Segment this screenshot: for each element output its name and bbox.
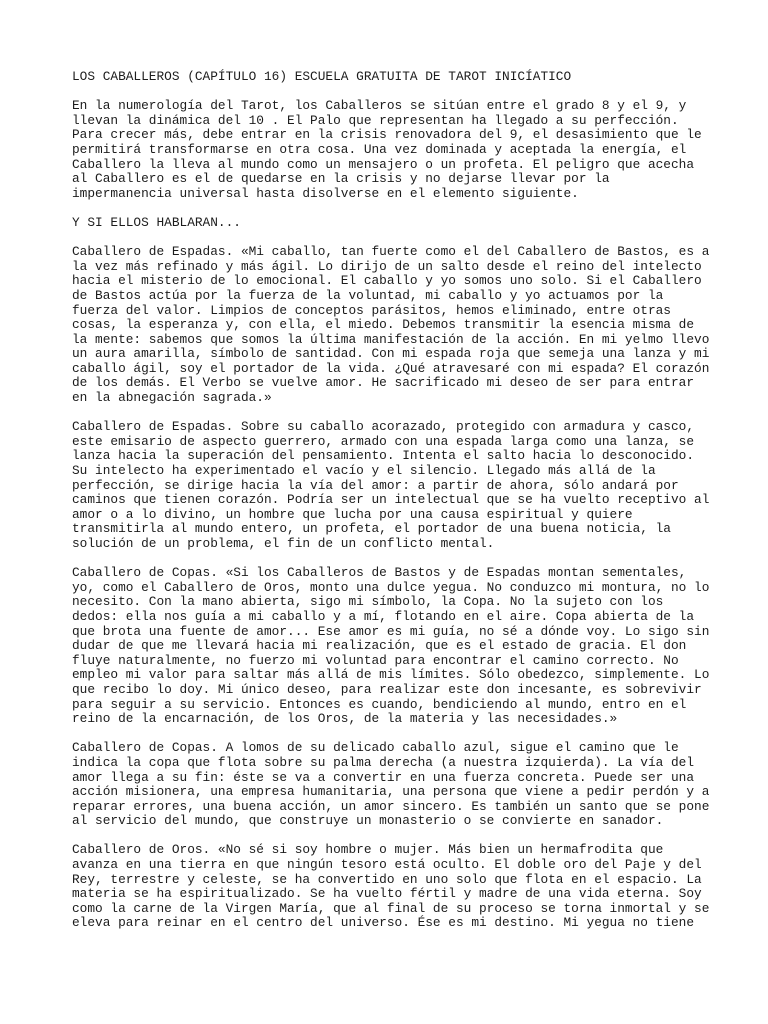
text-line: la vez más refinado y más ágil. Lo dirijo de un salto desde el reino del intelecto [72, 258, 702, 274]
text-line: en la abnegación sagrada.» [72, 390, 272, 406]
text-line: hacia el misterio de lo emocional. El caballo y yo somos uno solo. Si el Caballero [72, 273, 702, 289]
paragraph [72, 420, 712, 551]
text-line: fuerza del valor. Limpios de conceptos parásitos, hemos eliminado, entre otras [72, 302, 671, 318]
text-line: de Bastos actúa por la fuerza de la voluntad, mi caballo y yo actuamos por la [72, 287, 664, 303]
text-line: para seguir a su servicio. Entonces es cuando, bendiciendo al mundo, entro en el [72, 696, 687, 712]
text-line: como la carne de la Virgen María, que al final de su proceso se torna inmortal y se [72, 900, 710, 916]
document-page [72, 70, 712, 946]
text-line: permitirá transformarse en otra cosa. Una vez dominada y aceptada la energía, el [72, 141, 687, 157]
text-line: este emisario de aspecto guerrero, armado con una espada larga como una lanza, se [72, 433, 695, 449]
text-line: reino de la encarnación, de los Oros, de la materia y las necesidades.» [72, 711, 618, 727]
text-line: Para crecer más, debe entrar en la crisis renovadora del 9, el desasimiento que le [72, 127, 702, 143]
text-line: Caballero de Copas. «Si los Caballeros de Bastos y de Espadas montan sementales, [72, 565, 687, 581]
text-line: amor o a lo divino, un hombre que lucha por una causa espiritual y quiere [72, 506, 633, 522]
text-line: Caballero de Espadas. «Mi caballo, tan fuerte como el del Caballero de Bastos, es a [72, 244, 710, 260]
text-line: reparar errores, una buena acción, un amor sincero. Es también un santo que se pone [72, 798, 710, 814]
text-line: dedos: ella nos guía a mi caballo y a mí, flotando en el aire. Copa abierta de la [72, 608, 695, 624]
text-line: eleva para reinar en el centro del universo. Ése es mi destino. Mi yegua no tiene [72, 915, 695, 931]
document-title: LOS CABALLEROS (CAPÍTULO 16) ESCUELA GRATUITA DE TAROT INICÍATICO [72, 69, 572, 84]
text-line: lanza hacia la superación del pensamiento. Intenta el salto hacia lo desconocido. [72, 448, 695, 464]
text-line: materia se ha espiritualizado. Se ha vuelto fértil y madre de una vida eterna. Soy [72, 886, 702, 902]
paragraph [72, 245, 712, 406]
text-line: acción misionera, una empresa humanitaria, una persona que viene a pedir perdón y a [72, 784, 710, 800]
text-line: solución de un problema, el fin de un conflicto mental. [72, 536, 495, 551]
text-line: caminos que tienen corazón. Podría ser un intelectual que se ha vuelto receptivo al [72, 492, 710, 508]
text-line: al Caballero es el de quedarse en la crisis y no dejarse llevar por la [72, 171, 610, 187]
document-body [72, 99, 712, 931]
text-line: Caballero la lleva al mundo como un mensajero o un profeta. El peligro que acecha [72, 156, 695, 172]
text-line: fluye naturalmente, no fuerzo mi voluntad para encontrar el camino correcto. No [72, 652, 679, 668]
paragraph [72, 843, 712, 931]
text-line: amor llega a su fin: éste se va a convertir en una fuerza concreta. Puede ser una [72, 769, 695, 785]
text-line: la mente: sabemos que somos la última manifestación de la acción. En mi yelmo llevo [72, 331, 710, 347]
text-line: yo, como el Caballero de Oros, monto una dulce yegua. No conduzco mi montura, no lo [72, 579, 710, 595]
text-line: Rey, terrestre y celeste, se ha convertido en uno solo que flota en el espacio. La [72, 871, 702, 887]
paragraph [72, 99, 712, 201]
text-line: Su intelecto ha experimentado el vacío y el silencio. Llegado más allá de la [72, 463, 656, 479]
text-line: al servicio del mundo, que construye un monasterio o se convierte en sanador. [72, 813, 664, 829]
text-line: cosas, la esperanza y, con ella, el miedo. Debemos transmitir la esencia misma de [72, 317, 695, 333]
paragraph [72, 216, 712, 231]
text-line: avanza en una tierra en que ningún tesoro está oculto. El doble oro del Paje y del [72, 857, 702, 873]
text-line: de los demás. El Verbo se vuelve amor. He sacrificado mi deseo de ser para entrar [72, 375, 695, 391]
text-line: que brota una fuente de amor... Ese amor es mi guía, no sé a dónde voy. Lo sigo sin [72, 623, 710, 639]
text-line: un aura amarilla, símbolo de santidad. Con mi espada roja que semeja una lanza y mi [72, 346, 710, 362]
text-line: Caballero de Oros. «No sé si soy hombre o mujer. Más bien un hermafrodita que [72, 842, 664, 858]
text-line: caballo ágil, soy el portador de la vida. ¿Qué atravesaré con mi espada? El corazón [72, 360, 710, 376]
text-line: perfección, se dirige hacia la vía del amor: a partir de ahora, sólo andará por [72, 477, 679, 493]
text-line: indica la copa que flota sobre su palma derecha (a nuestra izquierda). La vía del [72, 754, 695, 770]
paragraph [72, 741, 712, 829]
text-line: impermanencia universal hasta disolverse en el elemento siguiente. [72, 185, 579, 201]
text-line: que recibo lo doy. Mi único deseo, para realizar este don incesante, es sobrevivir [72, 681, 702, 697]
text-line: llevan la dinámica del 10 . El Palo que representan ha llegado a su perfección. [72, 112, 679, 128]
text-line: Caballero de Copas. A lomos de su delicado caballo azul, sigue el camino que le [72, 740, 679, 756]
text-line: necesito. Con la mano abierta, sigo mi símbolo, la Copa. No la sujeto con los [72, 594, 664, 610]
text-line: Y SI ELLOS HABLARAN... [72, 214, 241, 230]
text-line: empleo mi valor para saltar más allá de mis límites. Sólo obedezco, simplemente. Lo [72, 667, 710, 683]
text-line: transmitirla al mundo entero, un profeta, el portador de una buena noticia, la [72, 521, 671, 537]
paragraph [72, 566, 712, 727]
text-line: dudar de que me llevará hacia mi realización, que es el estado de gracia. El don [72, 638, 687, 654]
text-line: Caballero de Espadas. Sobre su caballo acorazado, protegido con armadura y casco, [72, 419, 695, 435]
text-line: En la numerología del Tarot, los Caballeros se sitúan entre el grado 8 y el 9, y [72, 98, 687, 114]
